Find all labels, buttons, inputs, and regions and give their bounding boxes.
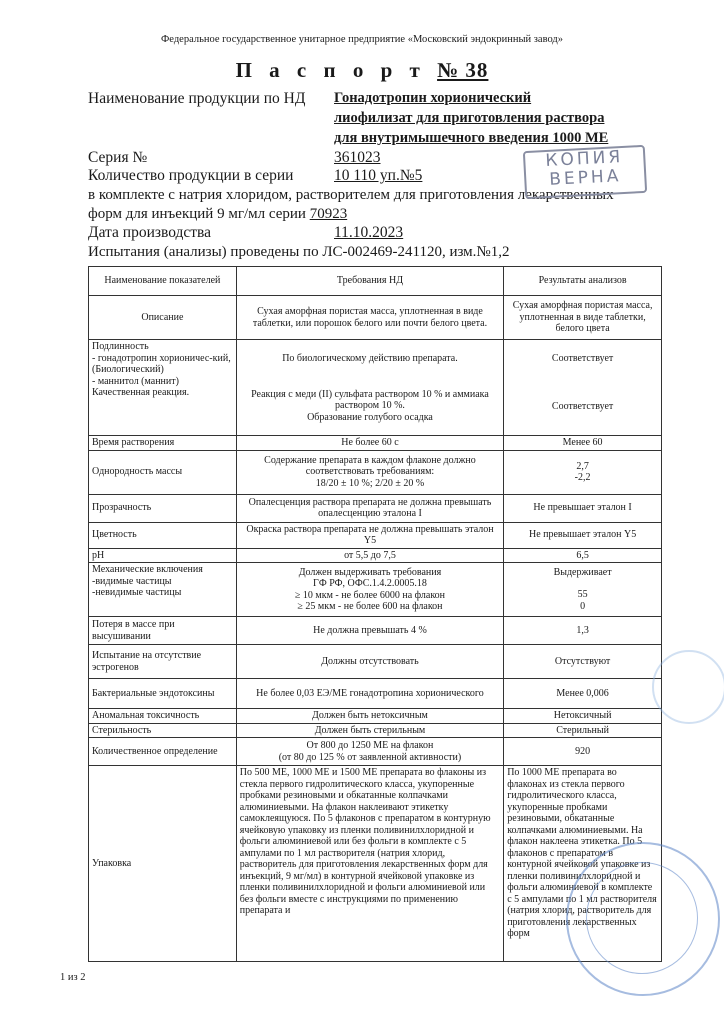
requirement-line: Образование голубого осадка — [307, 411, 433, 423]
series-label: Серия № — [88, 149, 148, 166]
table-row — [89, 709, 662, 724]
indicator-cell: Бактериальные эндотоксины — [89, 679, 237, 709]
table-row — [89, 645, 662, 679]
result-cell: Сухая аморфная пористая масса, уплотненная в виде таблетки, белого цвета — [504, 296, 662, 340]
result-line: 2,7 — [576, 460, 589, 472]
date-row — [88, 224, 404, 242]
table-row — [89, 563, 662, 617]
product-line: лиофилизат для приготовления раствора — [334, 110, 605, 126]
result-cell: Стерильный — [504, 723, 662, 738]
requirement-line: Реакция с меди (II) сульфата раствором 10 % и аммиака раствором 10 %. — [251, 388, 489, 411]
result-line: 55 — [577, 589, 588, 601]
product-line: Гонадотропин хорионический — [334, 90, 532, 106]
indicator-line: Механические включения — [92, 564, 203, 575]
result-line: Выдерживает — [553, 566, 612, 578]
requirement-cell: от 5,5 до 7,5 — [236, 548, 503, 563]
indicator-cell: Упаковка — [89, 766, 237, 962]
tests-line: Испытания (анализы) проведены по ЛС-002469-241120, изм.№1,2 — [88, 244, 510, 260]
column-header: Требования НД — [236, 267, 503, 296]
result-line: Соответствует — [551, 400, 614, 412]
indicator-cell: Время растворения — [89, 436, 237, 451]
requirement-line: ≥ 10 мкм - не более 6000 на флакон — [294, 589, 446, 601]
requirement-line: Содержание препарата в каждом флаконе должно соответствовать требованиям: — [264, 454, 476, 478]
analysis-table — [88, 266, 662, 962]
result-cell: Менее 60 — [504, 436, 662, 451]
passport-number: № 38 — [437, 58, 489, 82]
requirement-line: ГФ РФ, ОФС.1.4.2.0005.18 — [313, 578, 427, 589]
series-value: 361023 — [334, 149, 381, 166]
requirement-cell: Не должна превышать 4 % — [236, 617, 503, 645]
page-indicator: 1 из 2 — [60, 972, 86, 983]
result-cell: 6,5 — [504, 548, 662, 563]
table-row — [89, 548, 662, 563]
requirement-line: По биологическому действию препарата. — [282, 353, 458, 364]
requirement-cell: Должны отсутствовать — [236, 645, 503, 679]
requirement-cell — [236, 738, 503, 766]
table-row — [89, 522, 662, 548]
indicator-cell: Описание — [89, 296, 237, 340]
quantity-row — [88, 167, 423, 185]
result-cell — [504, 563, 662, 617]
document-title — [0, 58, 724, 83]
stamp-line: ВЕРНА — [548, 166, 622, 190]
requirement-line: (от 80 до 125 % от заявленной активности) — [278, 751, 462, 763]
result-cell: 920 — [504, 738, 662, 766]
requirement-line: 18/20 ± 10 %; 2/20 ± 20 % — [315, 477, 425, 489]
date-label: Дата производства — [88, 224, 212, 241]
faint-seal-mark — [652, 650, 724, 724]
table-row — [89, 296, 662, 340]
indicator-line: -видимые частицы — [92, 575, 172, 587]
indicator-line: -невидимые частицы — [92, 587, 182, 598]
result-line: Соответствует — [551, 353, 614, 364]
date-value: 11.10.2023 — [334, 224, 404, 241]
result-cell: Менее 0,006 — [504, 679, 662, 709]
stamp-line: КОПИЯ — [544, 146, 624, 172]
result-line: 0 — [580, 600, 586, 612]
column-header: Наименование показателей — [89, 267, 237, 296]
indicator-line: Качественная реакция. — [92, 387, 190, 398]
indicator-cell — [89, 340, 237, 436]
table-row — [89, 436, 662, 451]
product-line: для внутримышечного введения 1000 МЕ — [334, 130, 609, 146]
requirement-cell: Сухая аморфная пористая масса, уплотненная в виде таблетки, или порошок белого или почти белого цвета. — [236, 296, 503, 340]
indicator-cell: Однородность массы — [89, 450, 237, 494]
indicator-cell: Аномальная токсичность — [89, 709, 237, 724]
requirement-cell — [236, 340, 503, 436]
indicator-line: - гонадотропин хорионичес-кий, (Биологический) — [92, 352, 231, 375]
series-row — [88, 149, 381, 167]
kit-line-1: в комплекте с натрия хлоридом, растворителем для приготовления лекарственных — [88, 187, 614, 203]
kit-line-2-prefix: форм для инъекций 9 мг/мл серии — [88, 206, 306, 222]
result-cell: По 1000 МЕ препарата во флаконах из стекла первого гидролитического класса, укупоренные пробками резиновыми, обкатанные колпачками алюминиевыми. На флакон наклеена этикетка. По 5 флаконов с препаратом в контурной ячейковой упаковке из пленки поливинилхлоридной и фольги алюминиевой в комплекте с 5 ампулами по 1 мл растворителя (натрия хлорид, растворитель для приготовления лекарственных форм — [504, 766, 662, 962]
indicator-cell: Цветность — [89, 522, 237, 548]
indicator-cell: Стерильность — [89, 723, 237, 738]
requirement-line: Должен выдерживать требования — [298, 566, 442, 578]
table-row — [89, 494, 662, 522]
result-cell — [504, 340, 662, 436]
table-row — [89, 679, 662, 709]
requirement-cell: Должен быть нетоксичным — [236, 709, 503, 724]
requirement-cell: Окраска раствора препарата не должна превышать эталон Y5 — [236, 522, 503, 548]
indicator-cell: Испытание на отсутствие эстрогенов — [89, 645, 237, 679]
requirement-cell: Опалесценция раствора препарата не должна превышать опалесценцию эталона I — [236, 494, 503, 522]
requirement-cell: Должен быть стерильным — [236, 723, 503, 738]
requirement-cell: Не более 60 с — [236, 436, 503, 451]
table-row — [89, 450, 662, 494]
table-row — [89, 340, 662, 436]
requirement-cell: Не более 0,03 ЕЭ/МЕ гонадотропина хорионического — [236, 679, 503, 709]
requirement-line: ≥ 25 мкм - не более 600 на флакон — [297, 601, 443, 612]
result-cell: Отсутствуют — [504, 645, 662, 679]
column-header: Результаты анализов — [504, 267, 662, 296]
indicator-line: - маннитол (маннит) — [92, 375, 179, 387]
indicator-cell: pH — [89, 548, 237, 563]
product-label: Наименование продукции по НД — [88, 90, 306, 107]
requirement-line: От 800 до 1250 МЕ на флакон — [306, 740, 434, 751]
result-cell — [504, 450, 662, 494]
requirement-cell — [236, 563, 503, 617]
table-header-row — [89, 267, 662, 296]
table-row — [89, 723, 662, 738]
result-cell: Нетоксичный — [504, 709, 662, 724]
requirement-cell — [236, 450, 503, 494]
table-row — [89, 738, 662, 766]
kit-series: 70923 — [309, 206, 348, 222]
indicator-cell: Количественное определение — [89, 738, 237, 766]
product-name — [334, 88, 664, 148]
kit-line-2 — [88, 205, 347, 223]
indicator-cell: Потеря в массе при высушивании — [89, 617, 237, 645]
table-row — [89, 617, 662, 645]
result-cell: Не превышает эталон I — [504, 494, 662, 522]
indicator-cell — [89, 563, 237, 617]
result-cell: 1,3 — [504, 617, 662, 645]
indicator-cell: Прозрачность — [89, 494, 237, 522]
organization-name: Федеральное государственное унитарное предприятие «Московский эндокринный завод» — [161, 34, 563, 45]
round-seal-stamp — [566, 842, 720, 996]
title-word: П а с п о р т — [235, 58, 426, 82]
quantity-label: Количество продукции в серии — [88, 167, 294, 184]
indicator-line: Подлинность — [92, 341, 149, 352]
quantity-value: 10 110 уп.№5 — [334, 167, 423, 184]
requirement-cell: По 500 МЕ, 1000 МЕ и 1500 МЕ препарата во флаконы из стекла первого гидролитического класса, укупоренные пробками резиновыми и обкатанные колпачками алюминиевыми. На флакон наклеивают этикетку самоклеящуюся. По 5 флаконов с препаратом в контурную ячейковую упаковку из пленки поливинилхлоридной и фольги алюминиевой или без фольги в комплекте с 5 ампулами по 1 мл растворителя (натрия хлорид, растворитель для приготовления лекарственных форм для инъекций, 9 мг/мл) в контурной ячейковой упаковке из пленки поливинилхлоридной и фольги алюминиевой или без фольги вместе с инструкциями по применению препарата и — [236, 766, 503, 962]
copy-verified-stamp — [523, 145, 647, 199]
result-line: -2,2 — [574, 472, 591, 483]
result-cell: Не превышает эталон Y5 — [504, 522, 662, 548]
